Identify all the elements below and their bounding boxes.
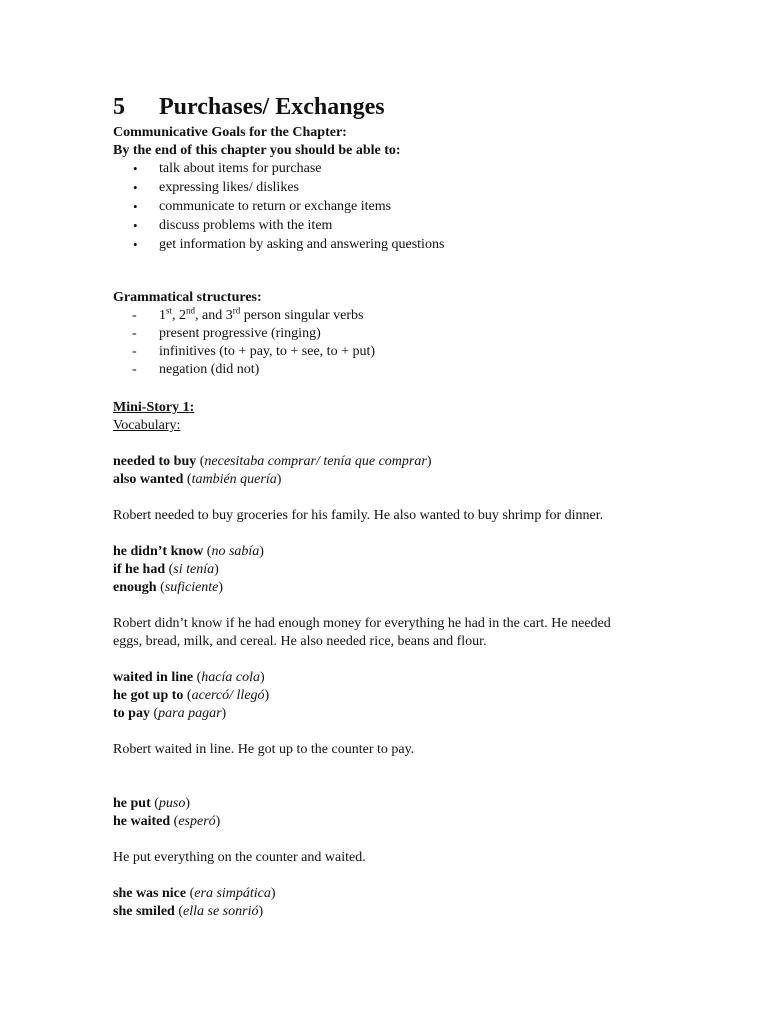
dash-icon: - bbox=[132, 362, 137, 377]
goal-item bbox=[113, 179, 673, 198]
chapter-title-text: Purchases/ Exchanges bbox=[159, 94, 385, 120]
vocab-entry: needed to buy (necesitaba comprar/ tenía que comprar) bbox=[113, 454, 432, 469]
bullet-icon: • bbox=[133, 218, 138, 233]
goals-list bbox=[113, 160, 673, 255]
vocab-entry: he waited (esperó) bbox=[113, 814, 221, 829]
grammar-item-person: 1st, 2nd, and 3rd person singular verbs bbox=[159, 305, 364, 323]
goal-text: discuss problems with the item bbox=[159, 218, 333, 233]
ministory-heading: Mini-Story 1: bbox=[113, 400, 195, 415]
grammar-text: infinitives (to + pay, to + see, to + put) bbox=[159, 344, 376, 359]
dash-icon: - bbox=[132, 326, 137, 341]
vocab-entry: he got up to (acercó/ llegó) bbox=[113, 688, 270, 703]
story-paragraph-line: eggs, bread, milk, and cereal. He also needed rice, beans and flour. bbox=[113, 634, 487, 649]
goal-item bbox=[113, 217, 673, 236]
vocab-entry: if he had (si tenía) bbox=[113, 562, 219, 577]
story-paragraph: He put everything on the counter and waited. bbox=[113, 850, 366, 865]
grammar-item bbox=[113, 343, 673, 361]
bullet-icon: • bbox=[133, 180, 138, 195]
chapter-number: 5 bbox=[113, 94, 125, 120]
goal-text: talk about items for purchase bbox=[159, 161, 322, 176]
goal-text: expressing likes/ dislikes bbox=[159, 180, 299, 195]
dash-icon: - bbox=[132, 308, 137, 323]
vocab-entry: he didn’t know (no sabía) bbox=[113, 544, 264, 559]
story-paragraph-line: Robert didn’t know if he had enough money for everything he had in the cart. He needed bbox=[113, 616, 611, 631]
vocabulary-heading: Vocabulary: bbox=[113, 418, 181, 433]
goals-heading: Communicative Goals for the Chapter: bbox=[113, 125, 347, 140]
goal-item bbox=[113, 160, 673, 179]
story-paragraph: Robert needed to buy groceries for his family. He also wanted to buy shrimp for dinner. bbox=[113, 508, 604, 523]
dash-icon: - bbox=[132, 344, 137, 359]
vocab-entry: she was nice (era simpática) bbox=[113, 886, 276, 901]
vocab-entry: waited in line (hacía cola) bbox=[113, 670, 265, 685]
grammar-heading: Grammatical structures: bbox=[113, 290, 262, 305]
vocab-entry: she smiled (ella se sonrió) bbox=[113, 904, 264, 919]
story-paragraph: Robert waited in line. He got up to the counter to pay. bbox=[113, 742, 415, 757]
goal-item bbox=[113, 236, 673, 255]
goals-intro: By the end of this chapter you should be able to: bbox=[113, 143, 401, 158]
bullet-icon: • bbox=[133, 161, 138, 176]
grammar-text: present progressive (ringing) bbox=[159, 326, 321, 341]
grammar-item bbox=[113, 307, 673, 325]
vocab-entry: also wanted (también quería) bbox=[113, 472, 282, 487]
bullet-icon: • bbox=[133, 237, 138, 252]
vocab-entry: he put (puso) bbox=[113, 796, 191, 811]
grammar-item bbox=[113, 325, 673, 343]
vocab-entry: to pay (para pagar) bbox=[113, 706, 227, 721]
goal-text: communicate to return or exchange items bbox=[159, 199, 392, 214]
grammar-list bbox=[113, 307, 673, 379]
goal-text: get information by asking and answering questions bbox=[159, 237, 445, 252]
bullet-icon: • bbox=[133, 199, 138, 214]
vocab-entry: enough (suficiente) bbox=[113, 580, 224, 595]
goal-item bbox=[113, 198, 673, 217]
grammar-item bbox=[113, 361, 673, 379]
chapter-title bbox=[113, 92, 673, 122]
grammar-text: negation (did not) bbox=[159, 362, 260, 377]
document-content bbox=[113, 92, 673, 921]
